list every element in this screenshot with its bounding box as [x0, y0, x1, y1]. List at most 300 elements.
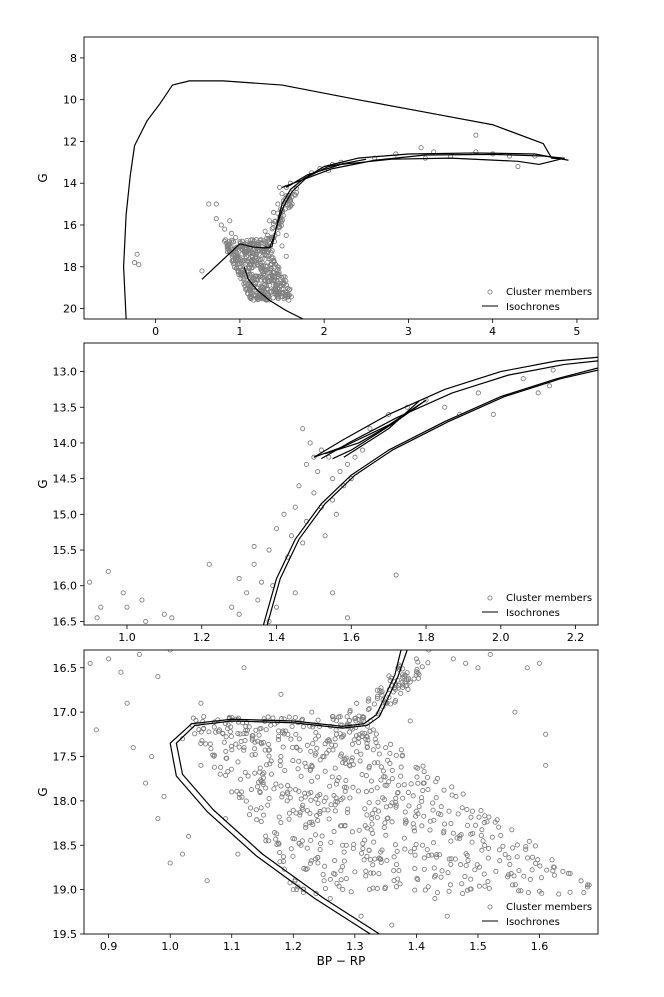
cluster-member-point [309, 798, 313, 802]
cluster-member-point [248, 806, 252, 810]
cluster-member-point [218, 765, 222, 769]
cluster-member-point [388, 751, 392, 755]
cluster-member-point [446, 871, 450, 875]
cluster-member-point [383, 821, 387, 825]
cluster-member-point [88, 661, 92, 665]
cluster-member-point [394, 573, 398, 577]
cluster-member-point [460, 882, 464, 886]
cluster-member-point [287, 811, 291, 815]
legend-label-cluster-members: Cluster members [506, 287, 593, 298]
axes-frame [84, 37, 598, 319]
cluster-member-point [445, 914, 449, 918]
cluster-member-point [88, 580, 92, 584]
cluster-member-point [483, 884, 487, 888]
x-tick-label: 1.0 [118, 631, 136, 644]
cluster-member-point [125, 701, 129, 705]
cluster-member-point [439, 875, 443, 879]
cluster-member-point [287, 817, 291, 821]
cluster-member-point [365, 813, 369, 817]
cluster-member-point [311, 742, 315, 746]
cluster-member-point [420, 824, 424, 828]
cluster-member-point [344, 778, 348, 782]
cluster-member-point [370, 816, 374, 820]
cluster-member-point [301, 427, 305, 431]
cluster-member-point [368, 858, 372, 862]
cluster-member-point [392, 878, 396, 882]
cluster-member-point [287, 715, 291, 719]
cluster-member-point [386, 758, 390, 762]
cluster-member-point [428, 828, 432, 832]
cluster-member-point [350, 756, 354, 760]
cluster-member-point [425, 848, 429, 852]
y-tick-label: 19.0 [52, 883, 77, 897]
isochrone-line [124, 81, 565, 319]
cluster-member-point [473, 868, 477, 872]
cluster-member-point [515, 843, 519, 847]
cluster-member-point [269, 772, 273, 776]
cluster-member-point [417, 804, 421, 808]
x-tick-label: 1 [236, 325, 244, 338]
cluster-member-point [413, 867, 417, 871]
cluster-member-point [299, 797, 303, 801]
cluster-member-point [448, 883, 452, 887]
cluster-member-point [323, 769, 327, 773]
cluster-member-point [239, 777, 243, 781]
cluster-member-point [363, 807, 367, 811]
cluster-member-point [527, 839, 531, 843]
cluster-member-point [372, 702, 376, 706]
cluster-member-point [544, 763, 548, 767]
cluster-member-point [476, 391, 480, 395]
cluster-member-point [431, 808, 435, 812]
cluster-member-point [94, 728, 98, 732]
cluster-member-point [237, 612, 241, 616]
cluster-member-point [442, 822, 446, 826]
cluster-member-point [394, 796, 398, 800]
cluster-member-point [224, 749, 228, 753]
cluster-member-point [252, 562, 256, 566]
cluster-member-point [369, 788, 373, 792]
cluster-member-point [374, 732, 378, 736]
cluster-member-point [512, 874, 516, 878]
cluster-member-point [289, 737, 293, 741]
cluster-member-point [355, 701, 359, 705]
cluster-member-point [305, 846, 309, 850]
cluster-member-point [375, 815, 379, 819]
cluster-member-point [360, 772, 364, 776]
cluster-member-point [267, 219, 271, 223]
cluster-member-point [170, 616, 174, 620]
cluster-member-point [402, 836, 406, 840]
cluster-member-point [323, 864, 327, 868]
cluster-member-point [390, 923, 394, 927]
cluster-member-point [426, 885, 430, 889]
cluster-member-point [345, 462, 349, 466]
cluster-member-point [243, 770, 247, 774]
cluster-member-point [395, 849, 399, 853]
x-tick-label: 2.2 [566, 631, 585, 644]
cluster-member-point [528, 877, 532, 881]
cluster-member-point [375, 786, 379, 790]
cluster-member-point [460, 806, 464, 810]
cluster-member-point [264, 728, 268, 732]
cluster-member-point [435, 890, 439, 894]
cluster-member-point [550, 858, 554, 862]
cluster-member-point [402, 783, 406, 787]
cluster-member-point [298, 748, 302, 752]
x-tick-label: 1.5 [469, 940, 487, 953]
cluster-member-point [352, 738, 356, 742]
cluster-member-point [480, 848, 484, 852]
cluster-member-point [364, 869, 368, 873]
cluster-member-point [487, 886, 491, 890]
cluster-member-point [156, 675, 160, 679]
cluster-member-point [479, 808, 483, 812]
cluster-member-point [259, 819, 263, 823]
cluster-member-point [449, 862, 453, 866]
cluster-member-point [392, 869, 396, 873]
cluster-member-point [359, 851, 363, 855]
cluster-member-point [274, 527, 278, 531]
cluster-member-point [261, 813, 265, 817]
cluster-member-point [443, 405, 447, 409]
cluster-member-point [465, 807, 469, 811]
cluster-member-point [323, 534, 327, 538]
y-tick-label: 20 [63, 302, 77, 316]
cluster-member-point [582, 891, 586, 895]
cluster-member-point [230, 790, 234, 794]
cluster-member-point [390, 777, 394, 781]
cluster-member-point [330, 477, 334, 481]
cluster-member-point [277, 815, 281, 819]
cluster-member-point [301, 803, 305, 807]
cluster-member-point [219, 223, 223, 227]
panel-1 [36, 37, 598, 338]
cluster-member-point [481, 839, 485, 843]
cluster-member-point [453, 857, 457, 861]
cluster-member-point [316, 801, 320, 805]
cluster-member-point [333, 809, 337, 813]
cluster-member-point [364, 774, 368, 778]
cluster-member-point [323, 886, 327, 890]
cluster-member-point [121, 591, 125, 595]
cluster-member-point [469, 877, 473, 881]
y-tick-label: 12 [63, 135, 77, 149]
cluster-member-point [328, 877, 332, 881]
cluster-member-point [361, 846, 365, 850]
cluster-member-point [498, 859, 502, 863]
legend-label-cluster-members: Cluster members [506, 593, 593, 604]
cluster-member-point [388, 742, 392, 746]
cluster-member-point [399, 691, 403, 695]
x-tick-label: 0 [152, 325, 160, 338]
cluster-member-point [479, 833, 483, 837]
cluster-member-point [288, 787, 292, 791]
cluster-member-point [400, 680, 404, 684]
cluster-member-point [276, 202, 280, 206]
cluster-member-point [330, 591, 334, 595]
cluster-member-point [482, 821, 486, 825]
cluster-member-point [403, 810, 407, 814]
y-tick-label: 17.0 [52, 706, 77, 720]
cluster-member-point [334, 512, 338, 516]
cluster-member-point [416, 781, 420, 785]
cluster-member-point [422, 867, 426, 871]
cluster-member-point [369, 871, 373, 875]
y-tick-label: 13.5 [52, 401, 77, 415]
cluster-member-point [200, 269, 204, 273]
cluster-member-point [401, 796, 405, 800]
cluster-member-point [106, 569, 110, 573]
cluster-member-point [451, 831, 455, 835]
cluster-member-point [280, 192, 284, 196]
cluster-member-point [291, 808, 295, 812]
panel-3 [36, 648, 598, 968]
cluster-member-point [371, 748, 375, 752]
cluster-member-point [258, 766, 262, 770]
cluster-member-point [350, 742, 354, 746]
x-tick-label: 2 [320, 325, 328, 338]
cluster-member-point [207, 730, 211, 734]
legend-marker-icon [488, 905, 492, 909]
cluster-member-point [296, 767, 300, 771]
cluster-member-point [291, 854, 295, 858]
cluster-member-point [361, 841, 365, 845]
cluster-member-point [320, 834, 324, 838]
cluster-member-point [412, 846, 416, 850]
cluster-member-point [279, 754, 283, 758]
cluster-member-point [369, 779, 373, 783]
y-tick-label: 14.0 [52, 436, 77, 450]
cluster-member-point [440, 869, 444, 873]
y-tick-label: 18.0 [52, 794, 77, 808]
cluster-member-point [349, 890, 353, 894]
cluster-member-point [398, 882, 402, 886]
cluster-member-point [488, 652, 492, 656]
x-tick-label: 1.2 [193, 631, 211, 644]
y-tick-label: 16 [63, 219, 77, 232]
cluster-member-point [545, 868, 549, 872]
isochrone-line [267, 370, 598, 625]
x-tick-label: 1.6 [530, 940, 549, 953]
cluster-member-point [420, 843, 424, 847]
cluster-member-point [305, 743, 309, 747]
cluster-member-point [318, 842, 322, 846]
cluster-member-point [494, 869, 498, 873]
cluster-member-point [466, 858, 470, 862]
cluster-member-point [333, 737, 337, 741]
cluster-member-point [356, 789, 360, 793]
cluster-member-point [162, 794, 166, 798]
cluster-member-point [162, 612, 166, 616]
isochrone-line [263, 368, 598, 625]
cluster-member-point [266, 715, 270, 719]
cluster-member-point [385, 858, 389, 862]
cluster-member-point [516, 164, 520, 168]
y-tick-label: 8 [70, 51, 77, 65]
cluster-member-point [371, 863, 375, 867]
cluster-member-point [99, 605, 103, 609]
legend-marker-icon [488, 290, 492, 294]
cluster-member-point [143, 781, 147, 785]
x-tick-label: 1.8 [417, 631, 435, 644]
cluster-member-point [222, 740, 226, 744]
cluster-member-point [230, 605, 234, 609]
cluster-member-point [137, 652, 141, 656]
cluster-member-point [384, 805, 388, 809]
x-tick-label: 2.0 [492, 631, 510, 644]
y-tick-label: 15.5 [52, 544, 77, 558]
cluster-member-point [412, 677, 416, 681]
cluster-member-point [510, 883, 514, 887]
cluster-member-point [299, 774, 303, 778]
cluster-member-point [357, 828, 361, 832]
cluster-member-point [266, 803, 270, 807]
cluster-member-point [264, 834, 268, 838]
cluster-member-point [342, 859, 346, 863]
cluster-member-point [414, 842, 418, 846]
cluster-member-point [419, 146, 423, 150]
cluster-member-point [354, 750, 358, 754]
cluster-member-point [309, 749, 313, 753]
cluster-member-point [450, 793, 454, 797]
cluster-member-point [397, 868, 401, 872]
cluster-member-point [180, 852, 184, 856]
cluster-member-point [119, 670, 123, 674]
cluster-member-point [247, 813, 251, 817]
cluster-member-point [274, 605, 278, 609]
cluster-member-point [557, 892, 561, 896]
cluster-member-point [376, 744, 380, 748]
cluster-member-point [450, 785, 454, 789]
cluster-member-point [259, 806, 263, 810]
cluster-member-point [137, 263, 141, 267]
y-tick-label: 13.0 [52, 365, 77, 379]
cluster-member-point [367, 801, 371, 805]
cluster-member-point [377, 752, 381, 756]
cluster-member-point [360, 448, 364, 452]
cluster-member-point [552, 873, 556, 877]
cluster-member-point [207, 202, 211, 206]
cluster-member-point [427, 853, 431, 857]
y-tick-label: 16.5 [52, 615, 77, 629]
cluster-member-point [464, 863, 468, 867]
y-tick-label: 10 [63, 93, 77, 107]
cluster-member-point [422, 856, 426, 860]
cluster-member-point [461, 792, 465, 796]
cluster-member-point [212, 725, 216, 729]
cluster-member-point [278, 764, 282, 768]
cluster-member-point [487, 815, 491, 819]
cluster-member-point [168, 861, 172, 865]
cluster-member-point [394, 885, 398, 889]
cluster-member-point [508, 862, 512, 866]
cluster-member-point [214, 217, 218, 221]
cluster-member-point [426, 661, 430, 665]
cluster-member-point [406, 687, 410, 691]
cluster-member-point [279, 784, 283, 788]
cluster-member-point [350, 830, 354, 834]
cluster-member-point [561, 869, 565, 873]
cluster-member-point [351, 785, 355, 789]
cluster-member-point [330, 775, 334, 779]
cluster-member-point [267, 548, 271, 552]
cluster-member-point [421, 788, 425, 792]
cluster-member-point [304, 462, 308, 466]
cluster-member-point [316, 469, 320, 473]
cluster-member-point [259, 580, 263, 584]
legend [482, 902, 592, 928]
x-tick-label: 4 [489, 325, 497, 338]
cluster-member-point [547, 384, 551, 388]
cluster-member-point [367, 706, 371, 710]
cluster-member-point [297, 737, 301, 741]
cluster-member-point [353, 870, 357, 874]
cluster-member-point [434, 796, 438, 800]
plot-area [124, 81, 569, 319]
cluster-member-point [425, 775, 429, 779]
cluster-member-point [228, 219, 232, 223]
cluster-member-point [474, 133, 478, 137]
plot-area [88, 357, 598, 625]
cluster-member-point [199, 763, 203, 767]
cluster-member-point [409, 850, 413, 854]
cluster-member-point [277, 850, 281, 854]
cluster-member-point [310, 779, 314, 783]
isochrone-line [321, 361, 598, 459]
legend-label-isochrones: Isochrones [506, 608, 560, 619]
y-tick-label: 15.0 [52, 508, 77, 522]
cluster-member-point [316, 818, 320, 822]
cluster-member-point [131, 746, 135, 750]
axes-frame [84, 343, 598, 625]
cluster-member-point [271, 210, 275, 214]
cluster-member-point [522, 874, 526, 878]
x-tick-label: 1.0 [161, 940, 179, 953]
cluster-member-point [486, 846, 490, 850]
cluster-member-point [255, 785, 259, 789]
cluster-member-point [348, 796, 352, 800]
cluster-member-point [272, 787, 276, 791]
y-tick-label: 16.5 [52, 661, 77, 675]
cluster-member-point [229, 767, 233, 771]
cluster-member-point [375, 886, 379, 890]
cluster-member-point [297, 484, 301, 488]
cluster-member-point [526, 891, 530, 895]
cluster-member-point [393, 843, 397, 847]
cluster-member-point [224, 735, 228, 739]
cluster-member-point [289, 847, 293, 851]
cluster-member-point [264, 839, 268, 843]
cluster-member-point [333, 858, 337, 862]
cluster-member-point [368, 427, 372, 431]
y-axis-label: G [36, 479, 50, 489]
x-tick-label: 1.4 [407, 940, 426, 953]
cluster-member-point [278, 759, 282, 763]
cluster-member-point [293, 591, 297, 595]
cluster-member-point [140, 598, 144, 602]
cluster-member-point [276, 729, 280, 733]
cluster-member-point [328, 784, 332, 788]
cluster-member-point [411, 822, 415, 826]
cluster-member-point [135, 252, 139, 256]
cluster-member-point [322, 879, 326, 883]
cluster-member-point [460, 891, 464, 895]
cluster-member-point [433, 896, 437, 900]
legend-label-cluster-members: Cluster members [506, 902, 593, 913]
cluster-member-point [187, 834, 191, 838]
cluster-member-point [490, 835, 494, 839]
